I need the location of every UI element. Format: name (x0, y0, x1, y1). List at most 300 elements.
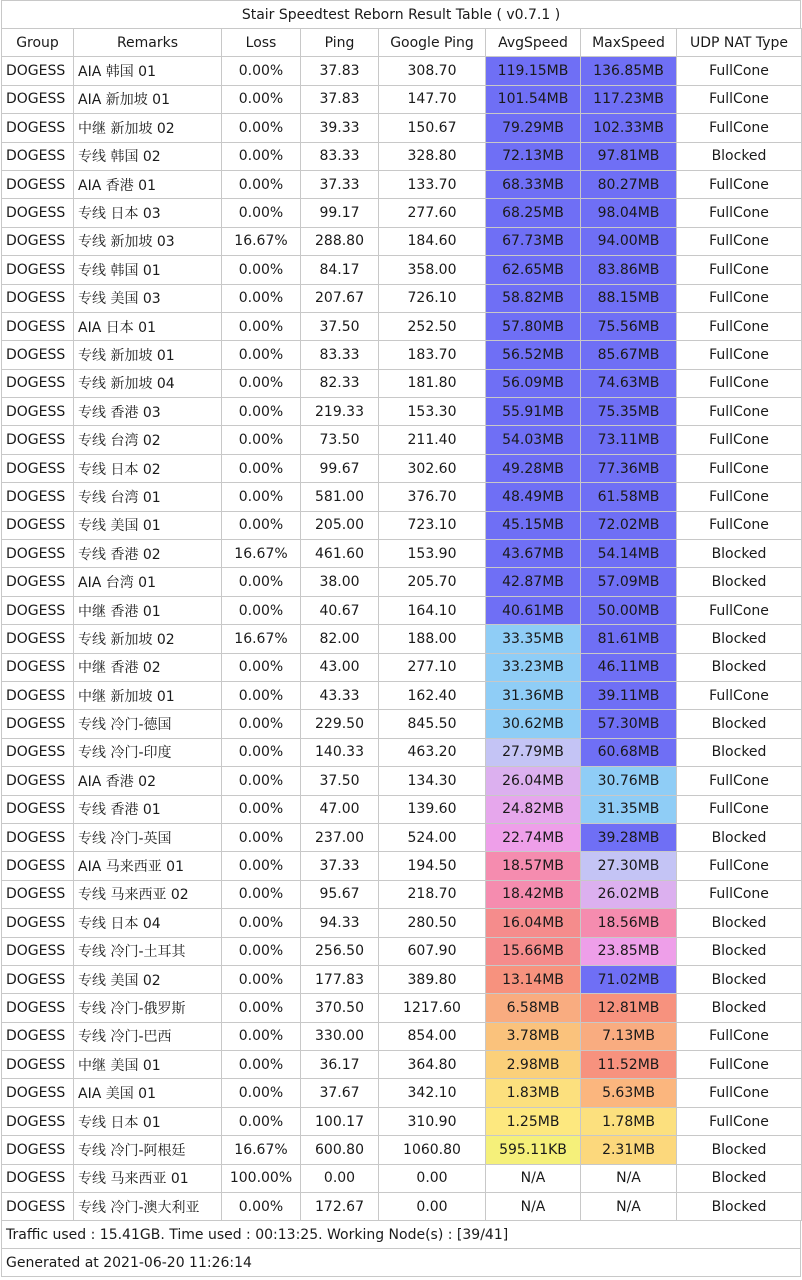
cell-group: DOGESS (2, 568, 74, 596)
cell-remarks: AIA 香港 01 (74, 170, 222, 198)
cell-max-speed: 77.36MB (581, 454, 677, 482)
table-row (2, 795, 802, 823)
cell-max-speed: 26.02MB (581, 880, 677, 908)
cell-loss: 0.00% (222, 596, 301, 624)
result-table (1, 28, 802, 1221)
cell-group: DOGESS (2, 767, 74, 795)
cell-udp-nat-type: FullCone (677, 511, 802, 539)
cell-avg-speed: 26.04MB (486, 767, 581, 795)
cell-remarks: 中继 美国 01 (74, 1051, 222, 1079)
header-row (2, 29, 802, 57)
cell-ping: 172.67 (301, 1193, 379, 1221)
table-row (2, 540, 802, 568)
cell-remarks: 专线 冷门-澳大利亚 (74, 1193, 222, 1221)
cell-avg-speed: 55.91MB (486, 398, 581, 426)
cell-group: DOGESS (2, 1107, 74, 1135)
table-row (2, 1136, 802, 1164)
cell-max-speed: N/A (581, 1164, 677, 1192)
cell-google-ping: 358.00 (379, 256, 486, 284)
cell-remarks: 中继 香港 01 (74, 596, 222, 624)
cell-loss: 0.00% (222, 653, 301, 681)
cell-google-ping: 277.60 (379, 199, 486, 227)
cell-google-ping: 342.10 (379, 1079, 486, 1107)
cell-google-ping: 364.80 (379, 1051, 486, 1079)
table-row (2, 57, 802, 85)
cell-ping: 288.80 (301, 227, 379, 255)
cell-remarks: 专线 冷门-德国 (74, 710, 222, 738)
cell-avg-speed: 595.11KB (486, 1136, 581, 1164)
cell-google-ping: 389.80 (379, 965, 486, 993)
cell-remarks: AIA 美国 01 (74, 1079, 222, 1107)
table-row (2, 341, 802, 369)
cell-loss: 0.00% (222, 426, 301, 454)
cell-ping: 40.67 (301, 596, 379, 624)
cell-remarks: AIA 韩国 01 (74, 57, 222, 85)
table-row (2, 369, 802, 397)
traffic-summary: Traffic used : 15.41GB. Time used : 00:13:25. Working Node(s) : [39/41] (1, 1221, 801, 1249)
cell-udp-nat-type: FullCone (677, 596, 802, 624)
cell-max-speed: 80.27MB (581, 170, 677, 198)
cell-max-speed: 57.30MB (581, 710, 677, 738)
cell-group: DOGESS (2, 142, 74, 170)
cell-max-speed: 46.11MB (581, 653, 677, 681)
table-row (2, 596, 802, 624)
cell-avg-speed: 6.58MB (486, 994, 581, 1022)
cell-ping: 37.50 (301, 767, 379, 795)
cell-group: DOGESS (2, 1022, 74, 1050)
cell-max-speed: 81.61MB (581, 625, 677, 653)
table-row (2, 1079, 802, 1107)
table-row (2, 653, 802, 681)
cell-remarks: 专线 美国 03 (74, 284, 222, 312)
cell-loss: 0.00% (222, 142, 301, 170)
cell-loss: 0.00% (222, 1022, 301, 1050)
cell-group: DOGESS (2, 1136, 74, 1164)
cell-avg-speed: 58.82MB (486, 284, 581, 312)
cell-ping: 99.67 (301, 454, 379, 482)
cell-max-speed: 30.76MB (581, 767, 677, 795)
table-row (2, 1107, 802, 1135)
cell-group: DOGESS (2, 369, 74, 397)
cell-group: DOGESS (2, 114, 74, 142)
cell-udp-nat-type: FullCone (677, 426, 802, 454)
cell-ping: 237.00 (301, 823, 379, 851)
cell-udp-nat-type: FullCone (677, 454, 802, 482)
cell-ping: 461.60 (301, 540, 379, 568)
cell-group: DOGESS (2, 596, 74, 624)
cell-loss: 0.00% (222, 341, 301, 369)
table-row (2, 170, 802, 198)
cell-avg-speed: 16.04MB (486, 909, 581, 937)
table-row (2, 227, 802, 255)
cell-remarks: AIA 香港 02 (74, 767, 222, 795)
cell-remarks: 专线 新加坡 01 (74, 341, 222, 369)
table-row (2, 710, 802, 738)
table-row (2, 909, 802, 937)
table-row (2, 511, 802, 539)
cell-max-speed: 2.31MB (581, 1136, 677, 1164)
cell-udp-nat-type: Blocked (677, 823, 802, 851)
cell-ping: 140.33 (301, 738, 379, 766)
cell-avg-speed: 22.74MB (486, 823, 581, 851)
cell-udp-nat-type: FullCone (677, 57, 802, 85)
cell-udp-nat-type: FullCone (677, 852, 802, 880)
cell-max-speed: 83.86MB (581, 256, 677, 284)
cell-udp-nat-type: Blocked (677, 540, 802, 568)
cell-google-ping: 252.50 (379, 312, 486, 340)
cell-group: DOGESS (2, 965, 74, 993)
cell-google-ping: 164.10 (379, 596, 486, 624)
cell-avg-speed: 68.25MB (486, 199, 581, 227)
cell-google-ping: 280.50 (379, 909, 486, 937)
table-row (2, 483, 802, 511)
table-row (2, 823, 802, 851)
table-row (2, 256, 802, 284)
cell-avg-speed: 33.35MB (486, 625, 581, 653)
table-row (2, 85, 802, 113)
cell-max-speed: 54.14MB (581, 540, 677, 568)
cell-ping: 100.17 (301, 1107, 379, 1135)
cell-remarks: 专线 台湾 02 (74, 426, 222, 454)
cell-ping: 37.33 (301, 170, 379, 198)
table-row (2, 1193, 802, 1221)
cell-ping: 581.00 (301, 483, 379, 511)
cell-remarks: 专线 新加坡 02 (74, 625, 222, 653)
cell-max-speed: 71.02MB (581, 965, 677, 993)
cell-loss: 0.00% (222, 114, 301, 142)
cell-max-speed: 18.56MB (581, 909, 677, 937)
cell-udp-nat-type: FullCone (677, 880, 802, 908)
cell-avg-speed: 31.36MB (486, 681, 581, 709)
cell-avg-speed: 13.14MB (486, 965, 581, 993)
cell-google-ping: 310.90 (379, 1107, 486, 1135)
cell-ping: 47.00 (301, 795, 379, 823)
cell-max-speed: 39.28MB (581, 823, 677, 851)
table-row (2, 880, 802, 908)
cell-loss: 0.00% (222, 909, 301, 937)
cell-loss: 0.00% (222, 710, 301, 738)
cell-avg-speed: 30.62MB (486, 710, 581, 738)
header-max-speed: MaxSpeed (581, 29, 677, 57)
cell-ping: 256.50 (301, 937, 379, 965)
cell-avg-speed: 42.87MB (486, 568, 581, 596)
table-row (2, 994, 802, 1022)
cell-remarks: 专线 新加坡 04 (74, 369, 222, 397)
cell-ping: 43.33 (301, 681, 379, 709)
cell-remarks: AIA 新加坡 01 (74, 85, 222, 113)
cell-google-ping: 726.10 (379, 284, 486, 312)
cell-ping: 37.67 (301, 1079, 379, 1107)
cell-avg-speed: 2.98MB (486, 1051, 581, 1079)
cell-avg-speed: 48.49MB (486, 483, 581, 511)
cell-ping: 82.00 (301, 625, 379, 653)
cell-google-ping: 328.80 (379, 142, 486, 170)
cell-loss: 0.00% (222, 398, 301, 426)
cell-ping: 219.33 (301, 398, 379, 426)
cell-max-speed: 39.11MB (581, 681, 677, 709)
cell-avg-speed: 15.66MB (486, 937, 581, 965)
cell-avg-speed: 119.15MB (486, 57, 581, 85)
generated-timestamp: Generated at 2021-06-20 11:26:14 (1, 1249, 801, 1277)
cell-google-ping: 139.60 (379, 795, 486, 823)
cell-udp-nat-type: FullCone (677, 114, 802, 142)
cell-group: DOGESS (2, 1193, 74, 1221)
cell-max-speed: 50.00MB (581, 596, 677, 624)
cell-udp-nat-type: Blocked (677, 1136, 802, 1164)
cell-google-ping: 211.40 (379, 426, 486, 454)
cell-google-ping: 524.00 (379, 823, 486, 851)
cell-remarks: 专线 香港 02 (74, 540, 222, 568)
cell-google-ping: 194.50 (379, 852, 486, 880)
cell-group: DOGESS (2, 227, 74, 255)
cell-loss: 0.00% (222, 511, 301, 539)
cell-udp-nat-type: Blocked (677, 1164, 802, 1192)
cell-loss: 0.00% (222, 852, 301, 880)
cell-ping: 205.00 (301, 511, 379, 539)
cell-ping: 99.17 (301, 199, 379, 227)
cell-avg-speed: 24.82MB (486, 795, 581, 823)
cell-remarks: 专线 冷门-英国 (74, 823, 222, 851)
cell-max-speed: N/A (581, 1193, 677, 1221)
cell-group: DOGESS (2, 199, 74, 227)
cell-loss: 0.00% (222, 795, 301, 823)
table-row (2, 568, 802, 596)
cell-loss: 100.00% (222, 1164, 301, 1192)
cell-ping: 37.33 (301, 852, 379, 880)
cell-loss: 0.00% (222, 369, 301, 397)
table-row (2, 937, 802, 965)
cell-ping: 37.83 (301, 57, 379, 85)
cell-remarks: AIA 日本 01 (74, 312, 222, 340)
cell-avg-speed: 68.33MB (486, 170, 581, 198)
cell-google-ping: 607.90 (379, 937, 486, 965)
cell-loss: 16.67% (222, 540, 301, 568)
cell-loss: 0.00% (222, 937, 301, 965)
cell-group: DOGESS (2, 1079, 74, 1107)
cell-udp-nat-type: Blocked (677, 994, 802, 1022)
cell-loss: 0.00% (222, 454, 301, 482)
cell-udp-nat-type: FullCone (677, 199, 802, 227)
cell-udp-nat-type: Blocked (677, 653, 802, 681)
cell-udp-nat-type: Blocked (677, 909, 802, 937)
cell-google-ping: 1217.60 (379, 994, 486, 1022)
cell-google-ping: 184.60 (379, 227, 486, 255)
cell-udp-nat-type: FullCone (677, 1079, 802, 1107)
cell-max-speed: 7.13MB (581, 1022, 677, 1050)
cell-remarks: 专线 美国 02 (74, 965, 222, 993)
cell-group: DOGESS (2, 454, 74, 482)
cell-udp-nat-type: FullCone (677, 256, 802, 284)
cell-loss: 0.00% (222, 880, 301, 908)
cell-loss: 0.00% (222, 965, 301, 993)
cell-group: DOGESS (2, 994, 74, 1022)
cell-udp-nat-type: FullCone (677, 85, 802, 113)
cell-ping: 229.50 (301, 710, 379, 738)
cell-remarks: 专线 美国 01 (74, 511, 222, 539)
cell-google-ping: 0.00 (379, 1193, 486, 1221)
cell-loss: 0.00% (222, 568, 301, 596)
cell-group: DOGESS (2, 880, 74, 908)
cell-group: DOGESS (2, 681, 74, 709)
cell-ping: 207.67 (301, 284, 379, 312)
cell-group: DOGESS (2, 341, 74, 369)
cell-max-speed: 94.00MB (581, 227, 677, 255)
cell-max-speed: 60.68MB (581, 738, 677, 766)
cell-max-speed: 88.15MB (581, 284, 677, 312)
cell-loss: 0.00% (222, 312, 301, 340)
header-remarks: Remarks (74, 29, 222, 57)
cell-google-ping: 302.60 (379, 454, 486, 482)
header-google-ping: Google Ping (379, 29, 486, 57)
cell-remarks: 专线 冷门-俄罗斯 (74, 994, 222, 1022)
table-row (2, 1051, 802, 1079)
cell-google-ping: 188.00 (379, 625, 486, 653)
cell-max-speed: 72.02MB (581, 511, 677, 539)
cell-group: DOGESS (2, 823, 74, 851)
cell-group: DOGESS (2, 653, 74, 681)
cell-google-ping: 854.00 (379, 1022, 486, 1050)
cell-group: DOGESS (2, 483, 74, 511)
cell-avg-speed: 1.83MB (486, 1079, 581, 1107)
cell-remarks: 专线 香港 03 (74, 398, 222, 426)
header-loss: Loss (222, 29, 301, 57)
cell-remarks: 专线 冷门-印度 (74, 738, 222, 766)
cell-group: DOGESS (2, 170, 74, 198)
cell-udp-nat-type: FullCone (677, 398, 802, 426)
cell-avg-speed: 49.28MB (486, 454, 581, 482)
table-row (2, 398, 802, 426)
cell-remarks: 专线 日本 02 (74, 454, 222, 482)
cell-google-ping: 845.50 (379, 710, 486, 738)
cell-remarks: 专线 香港 01 (74, 795, 222, 823)
cell-ping: 94.33 (301, 909, 379, 937)
table-row (2, 1164, 802, 1192)
cell-ping: 95.67 (301, 880, 379, 908)
cell-loss: 0.00% (222, 199, 301, 227)
table-row (2, 738, 802, 766)
cell-avg-speed: 79.29MB (486, 114, 581, 142)
cell-remarks: 专线 马来西亚 02 (74, 880, 222, 908)
cell-loss: 0.00% (222, 738, 301, 766)
cell-loss: 0.00% (222, 823, 301, 851)
cell-loss: 0.00% (222, 1051, 301, 1079)
cell-avg-speed: 27.79MB (486, 738, 581, 766)
cell-max-speed: 73.11MB (581, 426, 677, 454)
cell-loss: 0.00% (222, 256, 301, 284)
cell-google-ping: 153.90 (379, 540, 486, 568)
cell-google-ping: 205.70 (379, 568, 486, 596)
cell-remarks: 专线 台湾 01 (74, 483, 222, 511)
cell-max-speed: 75.56MB (581, 312, 677, 340)
cell-remarks: 专线 冷门-阿根廷 (74, 1136, 222, 1164)
cell-udp-nat-type: FullCone (677, 681, 802, 709)
cell-udp-nat-type: FullCone (677, 795, 802, 823)
table-row (2, 1022, 802, 1050)
table-title: Stair Speedtest Reborn Result Table ( v0.7.1 ) (1, 0, 801, 28)
cell-max-speed: 11.52MB (581, 1051, 677, 1079)
cell-group: DOGESS (2, 540, 74, 568)
cell-google-ping: 0.00 (379, 1164, 486, 1192)
cell-loss: 16.67% (222, 1136, 301, 1164)
cell-ping: 82.33 (301, 369, 379, 397)
cell-udp-nat-type: Blocked (677, 710, 802, 738)
cell-avg-speed: 45.15MB (486, 511, 581, 539)
cell-remarks: 专线 日本 03 (74, 199, 222, 227)
cell-google-ping: 150.67 (379, 114, 486, 142)
cell-avg-speed: 33.23MB (486, 653, 581, 681)
cell-group: DOGESS (2, 937, 74, 965)
result-table-container (1, 0, 801, 1277)
cell-udp-nat-type: FullCone (677, 170, 802, 198)
table-row (2, 681, 802, 709)
cell-max-speed: 136.85MB (581, 57, 677, 85)
cell-ping: 83.33 (301, 341, 379, 369)
header-group: Group (2, 29, 74, 57)
cell-ping: 330.00 (301, 1022, 379, 1050)
cell-avg-speed: 1.25MB (486, 1107, 581, 1135)
cell-avg-speed: 62.65MB (486, 256, 581, 284)
cell-avg-speed: N/A (486, 1164, 581, 1192)
cell-max-speed: 5.63MB (581, 1079, 677, 1107)
cell-google-ping: 133.70 (379, 170, 486, 198)
cell-group: DOGESS (2, 398, 74, 426)
cell-group: DOGESS (2, 57, 74, 85)
cell-loss: 0.00% (222, 284, 301, 312)
cell-udp-nat-type: FullCone (677, 483, 802, 511)
table-row (2, 965, 802, 993)
cell-udp-nat-type: FullCone (677, 369, 802, 397)
cell-udp-nat-type: Blocked (677, 1193, 802, 1221)
cell-avg-speed: 56.52MB (486, 341, 581, 369)
cell-group: DOGESS (2, 284, 74, 312)
cell-group: DOGESS (2, 710, 74, 738)
cell-google-ping: 308.70 (379, 57, 486, 85)
cell-ping: 73.50 (301, 426, 379, 454)
cell-avg-speed: 72.13MB (486, 142, 581, 170)
header-udp-nat-type: UDP NAT Type (677, 29, 802, 57)
cell-google-ping: 181.80 (379, 369, 486, 397)
header-ping: Ping (301, 29, 379, 57)
cell-group: DOGESS (2, 312, 74, 340)
cell-max-speed: 27.30MB (581, 852, 677, 880)
cell-ping: 370.50 (301, 994, 379, 1022)
cell-google-ping: 723.10 (379, 511, 486, 539)
cell-group: DOGESS (2, 909, 74, 937)
cell-google-ping: 277.10 (379, 653, 486, 681)
cell-max-speed: 12.81MB (581, 994, 677, 1022)
cell-ping: 38.00 (301, 568, 379, 596)
cell-max-speed: 23.85MB (581, 937, 677, 965)
cell-loss: 0.00% (222, 1193, 301, 1221)
cell-remarks: 专线 日本 01 (74, 1107, 222, 1135)
cell-ping: 37.83 (301, 85, 379, 113)
cell-google-ping: 218.70 (379, 880, 486, 908)
table-row (2, 312, 802, 340)
cell-ping: 39.33 (301, 114, 379, 142)
cell-avg-speed: 101.54MB (486, 85, 581, 113)
cell-avg-speed: 43.67MB (486, 540, 581, 568)
cell-max-speed: 74.63MB (581, 369, 677, 397)
cell-udp-nat-type: Blocked (677, 965, 802, 993)
cell-avg-speed: 67.73MB (486, 227, 581, 255)
table-row (2, 199, 802, 227)
cell-avg-speed: 40.61MB (486, 596, 581, 624)
cell-ping: 600.80 (301, 1136, 379, 1164)
cell-remarks: 中继 新加坡 02 (74, 114, 222, 142)
cell-max-speed: 61.58MB (581, 483, 677, 511)
cell-avg-speed: 56.09MB (486, 369, 581, 397)
table-body (2, 57, 802, 1221)
